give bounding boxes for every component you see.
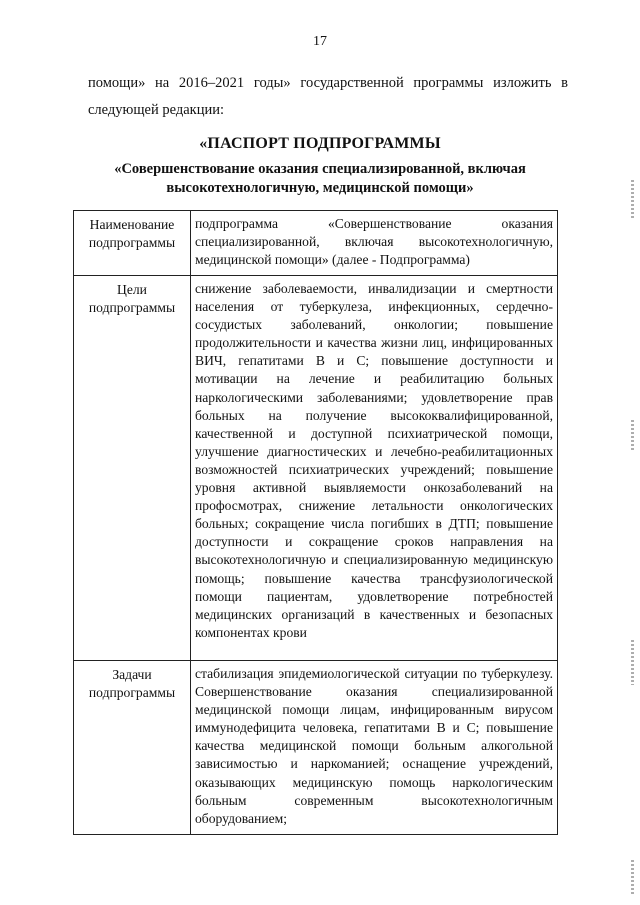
passport-title: «ПАСПОРТ ПОДПРОГРАММЫ	[199, 135, 441, 152]
page-number: 17	[313, 34, 327, 49]
passport-table	[73, 210, 558, 835]
passport-subtitle: «Совершенствование оказания специализированной, включая высокотехнологичную, медицинской помощи»	[114, 161, 526, 196]
scan-margin-mark	[631, 180, 634, 220]
table-row-tasks	[74, 661, 558, 835]
scan-margin-mark	[631, 420, 634, 450]
row-label-text: Наименование подпрограммы	[88, 217, 176, 251]
row-value-text: стабилизация эпидемиологической ситуации по туберкулезу. Совершенствование оказания специализированной медицинской помощи лицам, инфицированным вирусом иммунодефицита человека, гепатитами В и С; повышение качества медицинской помощи больным алкогольной зависимостью и наркоманией; оснащение учреждений, оказывающих медицинскую помощь наркологическим больным современным высокотехнологичным оборудованием;	[195, 666, 553, 826]
scan-margin-mark	[631, 640, 634, 685]
row-label-tasks	[74, 661, 191, 835]
table-row-goals	[74, 276, 558, 661]
row-label-text: Задачи подпрограммы	[88, 667, 176, 701]
row-label-goals	[74, 276, 191, 661]
row-value-goals	[191, 276, 558, 661]
row-value-text: снижение заболеваемости, инвалидизации и смертности населения от туберкулеза, инфекционных, сердечно-сосудистых заболеваний, онкологии; повышение продолжительности и качества жизни лиц, инфицированных ВИЧ, гепатитами В и С; повышение доступности и мотивации на лечение и реабилитацию больных наркологическими заболеваниями; удовлетворение прав больных на получение высококвалифицированной, качественной и доступной психиатрической помощи, улучшение диагностических и лечебно-реабилитационных возможностей психиатрических учреждений; повышение уровня активной выявляемости онкозаболеваний на профосмотрах, снижение летальности онкологических больных; сокращение числа погибших в ДТП; повышение доступности и сокращение сроков направления на высокотехнологичную и специализированную медицинскую помощь; повышение качества трансфузиологической помощи пациентам, удовлетворение потребностей медицинских организаций в качественных и безопасных компонентах крови	[195, 281, 553, 640]
table-row-names	[74, 211, 558, 276]
scan-margin-mark	[631, 860, 634, 895]
row-value-text: подпрограмма «Совершенствование оказания специализированной, включая высокотехнологичную, медицинской помощи» (далее - Подпрограмма)	[195, 216, 553, 268]
row-value-tasks	[191, 661, 558, 835]
row-label-text: Цели подпрограммы	[88, 282, 176, 316]
row-value-names	[191, 211, 558, 276]
row-label-names	[74, 211, 191, 276]
intro-paragraph: помощи» на 2016–2021 годы» государственной программы изложить в следующей редакции:	[88, 75, 568, 118]
